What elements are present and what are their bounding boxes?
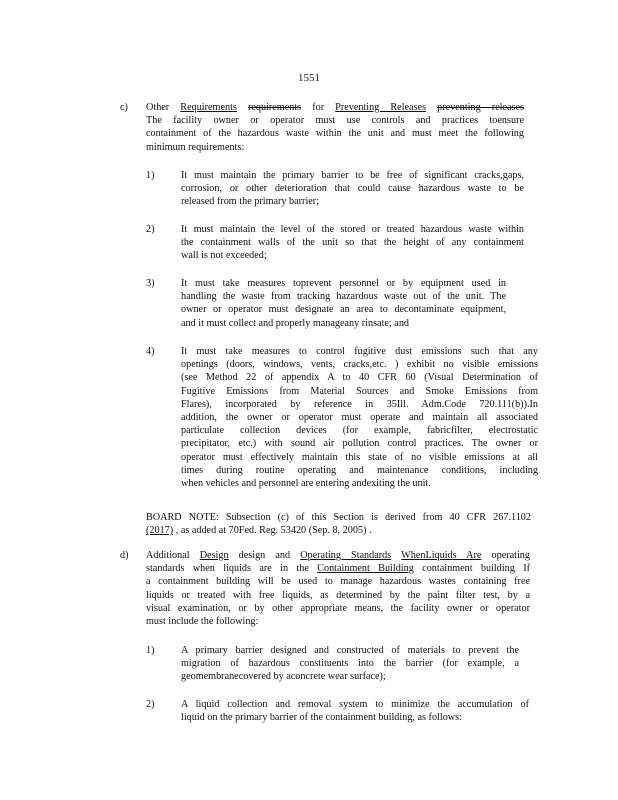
text-line: It must maintain the primary barrier to be free of significant cracks,gaps,: [181, 170, 524, 181]
text-run: [391, 550, 401, 561]
text-line: operator must effectively maintain this state of no visible emissions at all: [181, 451, 538, 463]
section-d-item-2-marker: 2): [146, 699, 155, 710]
section-c-item-1: [181, 169, 524, 209]
section-c-item-4: [181, 345, 538, 490]
text-line: liquid on the primary barrier of the containment building, as follows:: [181, 712, 462, 724]
text-line: when vehicles and personnel are entering andexiting the unit.: [181, 478, 431, 490]
text-line: [146, 101, 524, 114]
text-line: precipitator, etc.) with sound air pollution control practices. The owner or: [181, 438, 538, 450]
section-c-item-3-marker: 3): [146, 278, 155, 289]
text-run: The facility owner or operator must use controls and practices toensure: [146, 115, 524, 127]
text-line: [146, 127, 524, 140]
text-line: Fugitive Emissions from Material Sources and Smoke Emissions from: [181, 385, 538, 397]
inserted-text: Containment Building: [317, 563, 414, 575]
text-line: It must take measures toprevent personnel or by equipment used in: [181, 278, 506, 289]
text-line: It must take measures to control fugitive dust emissions such that any: [181, 346, 538, 357]
section-d-item-1: [181, 644, 519, 684]
text-run: [237, 102, 248, 113]
text-line: (see Method 22 of appendix A to 40 CFR 60 (Visual Determination of: [181, 372, 538, 384]
text-run: containment of the hazardous waste within the unit and must meet the following: [146, 128, 524, 140]
text-line: handling the waste from tracking hazardous waste out of the unit. The: [181, 291, 506, 303]
text-run: , as added at 70Fed. Reg. 53420 (Sep. 8, 2005) .: [173, 525, 372, 537]
section-d-item-2: [181, 698, 529, 724]
inserted-text: Preventing Releases: [335, 102, 427, 113]
text-line: particulate collection devices (for example, fabricfilter, electrostatic: [181, 425, 538, 437]
text-line: [146, 602, 530, 615]
text-line: A primary barrier designed and constructed of materials to prevent the: [181, 645, 519, 656]
section-c-item-3: [181, 277, 506, 330]
text-line: released from the primary barrier;: [181, 196, 320, 208]
inserted-text: Requirements: [180, 102, 237, 113]
text-line: A liquid collection and removal system to minimize the accumulation of: [181, 699, 529, 710]
text-line: [146, 549, 530, 562]
text-line: [146, 141, 524, 154]
text-run: for: [301, 102, 336, 113]
section-c-item-2: [181, 223, 524, 263]
text-run: containment building If: [413, 563, 530, 575]
section-c-intro: [146, 101, 524, 154]
text-line: openings (doors, windows, vents, cracks,etc. ) exhibit no visible emissions: [181, 359, 538, 371]
text-line: [146, 562, 530, 575]
text-line: migration of hazardous constituents into the barrier (for example, a: [181, 658, 519, 670]
text-line: geomembranecovered by aconcrete wear surface);: [181, 671, 386, 683]
inserted-text: (2017): [146, 525, 174, 537]
text-line: [146, 114, 524, 127]
text-run: minimum requirements:: [146, 141, 245, 153]
text-run: Other: [146, 102, 181, 113]
text-run: design and: [228, 550, 301, 561]
board-note: [146, 511, 531, 537]
section-c-item-2-marker: 2): [146, 224, 155, 235]
text-line: [146, 511, 531, 524]
deleted-text: requirements: [247, 102, 302, 113]
page-number: 1551: [298, 72, 320, 84]
text-line: [146, 524, 531, 537]
text-run: operating: [481, 550, 530, 561]
inserted-text: WhenLiquids Are: [401, 550, 482, 561]
text-run: [426, 102, 437, 113]
text-line: It must maintain the level of the stored or treated hazardous waste within: [181, 224, 524, 235]
section-c-item-4-marker: 4): [146, 346, 155, 357]
section-d-item-1-marker: 1): [146, 645, 155, 656]
section-c-item-1-marker: 1): [146, 170, 155, 181]
inserted-text: Design: [199, 550, 229, 561]
section-c-marker: c): [120, 102, 128, 113]
text-line: corrosion, or other deterioration that could cause hazardous waste to be: [181, 183, 524, 195]
section-d-marker: d): [120, 550, 129, 561]
text-line: wall is not exceeded;: [181, 250, 267, 262]
text-run: liquids or treated with free liquids, as determined by the paint filter test, by a: [146, 589, 530, 601]
text-line: owner or operator must designate an area to decontaminate equipment,: [181, 304, 506, 316]
deleted-text: preventing releases: [437, 102, 524, 113]
text-run: a containment building will be used to manage hazardous wastes containing free: [146, 576, 530, 588]
text-run: must include the following:: [146, 616, 259, 628]
text-run: visual examination, or by other appropriate means, the facility owner or operator: [146, 602, 530, 614]
text-line: [146, 589, 530, 602]
text-line: [146, 575, 530, 588]
section-d-intro: [146, 549, 530, 628]
text-line: the containment walls of the unit so that the height of any containment: [181, 237, 524, 249]
text-line: times during routine operating and maintenance conditions, including: [181, 464, 538, 476]
text-line: and it must collect and properly manageany rinsate; and: [181, 317, 410, 329]
text-run: standards when liquids are in the: [146, 563, 318, 575]
text-line: addition, the owner or operator must operate and maintain all associated: [181, 412, 538, 424]
inserted-text: Operating Standards: [300, 550, 392, 561]
text-line: Flares), incorporated by reference in 35Ill. Adm.Code 720.111(b)).In: [181, 398, 538, 410]
text-run: Additional: [146, 550, 200, 561]
text-line: [146, 615, 530, 628]
text-run: BOARD NOTE: Subsection (c) of this Section is derived from 40 CFR 267.1102: [146, 512, 531, 523]
